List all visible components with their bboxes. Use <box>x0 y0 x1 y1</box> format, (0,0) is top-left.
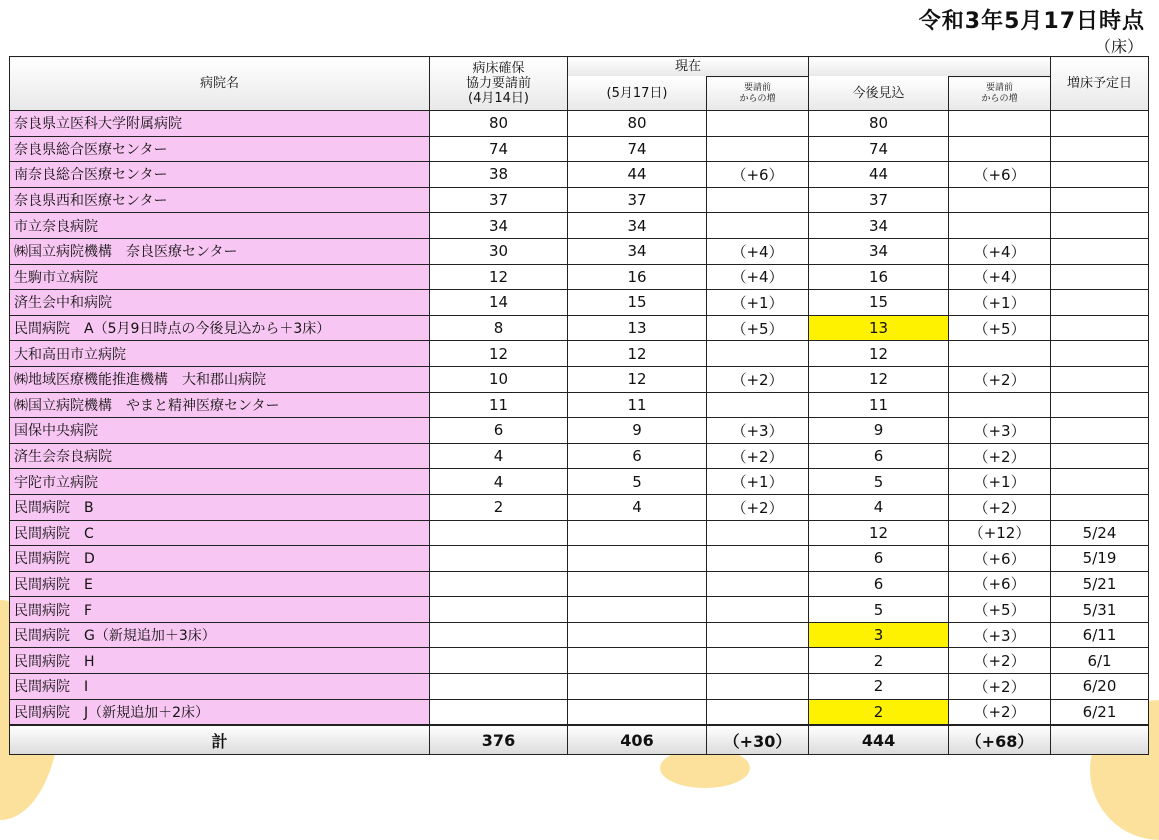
beds-before: 10 <box>430 366 568 392</box>
hospital-name: 奈良県西和医療センター <box>10 187 430 213</box>
beds-future: 5 <box>809 597 949 623</box>
beds-current-increase: （+6） <box>707 162 809 188</box>
table-row <box>10 674 1149 700</box>
total-date <box>1051 725 1149 755</box>
hospital-name: 済生会中和病院 <box>10 290 430 316</box>
table-row <box>10 443 1149 469</box>
beds-future-increase: （+2） <box>949 674 1051 700</box>
beds-current: 13 <box>568 315 707 341</box>
hospital-name: 民間病院 C <box>10 520 430 546</box>
col-header-before-line3: (4月14日) <box>468 91 529 106</box>
beds-current: 12 <box>568 341 707 367</box>
beds-future: 13 <box>809 315 949 341</box>
beds-future-increase <box>949 213 1051 239</box>
beds-current-increase: （+1） <box>707 290 809 316</box>
beds-before: 11 <box>430 392 568 418</box>
beds-current <box>568 622 707 648</box>
hospital-name: 民間病院 B <box>10 494 430 520</box>
hospital-name: 奈良県総合医療センター <box>10 136 430 162</box>
beds-current-increase <box>707 136 809 162</box>
unit-label: （床） <box>1094 37 1143 56</box>
table-row <box>10 290 1149 316</box>
expansion-date: 6/20 <box>1051 674 1149 700</box>
table-row <box>10 520 1149 546</box>
beds-before: 12 <box>430 264 568 290</box>
table-row <box>10 546 1149 572</box>
beds-current: 37 <box>568 187 707 213</box>
expansion-date <box>1051 136 1149 162</box>
beds-future-increase <box>949 341 1051 367</box>
beds-current: 74 <box>568 136 707 162</box>
expansion-date: 5/24 <box>1051 520 1149 546</box>
beds-before <box>430 648 568 674</box>
expansion-date <box>1051 290 1149 316</box>
hospital-name: 南奈良総合医療センター <box>10 162 430 188</box>
col-header-increase-line2: からの増 <box>739 93 776 104</box>
total-row <box>10 725 1149 755</box>
beds-before: 4 <box>430 443 568 469</box>
beds-future: 2 <box>809 648 949 674</box>
col-header-before <box>430 57 568 111</box>
beds-current: 80 <box>568 111 707 137</box>
table-row <box>10 648 1149 674</box>
total-current: 406 <box>568 725 707 755</box>
beds-future-increase: （+6） <box>949 162 1051 188</box>
beds-future-increase: （+2） <box>949 366 1051 392</box>
beds-current: 34 <box>568 213 707 239</box>
table-row <box>10 418 1149 444</box>
beds-future: 2 <box>809 699 949 725</box>
beds-current-increase <box>707 648 809 674</box>
expansion-date <box>1051 213 1149 239</box>
expansion-date: 5/19 <box>1051 546 1149 572</box>
expansion-date <box>1051 392 1149 418</box>
beds-current-increase: （+5） <box>707 315 809 341</box>
beds-current: 5 <box>568 469 707 495</box>
beds-current-increase <box>707 213 809 239</box>
beds-before <box>430 699 568 725</box>
beds-future: 3 <box>809 622 949 648</box>
expansion-date <box>1051 469 1149 495</box>
table-row <box>10 494 1149 520</box>
as-of-date: 令和3年5月17日時点 <box>918 9 1145 34</box>
beds-future-increase <box>949 187 1051 213</box>
table-row <box>10 469 1149 495</box>
expansion-date <box>1051 494 1149 520</box>
beds-future-increase: （+2） <box>949 699 1051 725</box>
table-row <box>10 699 1149 725</box>
beds-future-increase: （+3） <box>949 418 1051 444</box>
col-header-current-line1: 現在 <box>675 59 702 74</box>
beds-before: 37 <box>430 187 568 213</box>
beds-future: 12 <box>809 341 949 367</box>
col-header-increase-line1: 要請前 <box>744 82 772 93</box>
beds-current: 4 <box>568 494 707 520</box>
beds-future: 37 <box>809 187 949 213</box>
beds-future-increase: （+1） <box>949 469 1051 495</box>
col-header-future-increase-line2: からの増 <box>981 93 1018 104</box>
beds-before <box>430 674 568 700</box>
hospital-name: 済生会奈良病院 <box>10 443 430 469</box>
beds-future: 2 <box>809 674 949 700</box>
expansion-date: 5/31 <box>1051 597 1149 623</box>
expansion-date: 6/21 <box>1051 699 1149 725</box>
expansion-date <box>1051 443 1149 469</box>
beds-current: 15 <box>568 290 707 316</box>
beds-future: 12 <box>809 520 949 546</box>
beds-future: 11 <box>809 392 949 418</box>
beds-current: 16 <box>568 264 707 290</box>
expansion-date <box>1051 162 1149 188</box>
beds-current-increase: （+2） <box>707 366 809 392</box>
beds-current: 34 <box>568 238 707 264</box>
beds-before: 14 <box>430 290 568 316</box>
beds-future-increase: （+3） <box>949 622 1051 648</box>
beds-before <box>430 520 568 546</box>
beds-before: 4 <box>430 469 568 495</box>
beds-future-increase: （+1） <box>949 290 1051 316</box>
beds-before: 38 <box>430 162 568 188</box>
col-header-future: 今後見込 <box>809 77 949 111</box>
beds-future: 44 <box>809 162 949 188</box>
beds-current-increase <box>707 546 809 572</box>
beds-future-increase: （+2） <box>949 494 1051 520</box>
hospital-name: 市立奈良病院 <box>10 213 430 239</box>
expansion-date <box>1051 264 1149 290</box>
total-before: 376 <box>430 725 568 755</box>
beds-future: 6 <box>809 443 949 469</box>
beds-current-increase <box>707 699 809 725</box>
beds-current <box>568 699 707 725</box>
expansion-date <box>1051 315 1149 341</box>
beds-current-increase <box>707 341 809 367</box>
beds-current: 9 <box>568 418 707 444</box>
beds-current: 44 <box>568 162 707 188</box>
col-header-future-group <box>809 57 1051 77</box>
total-future: 444 <box>809 725 949 755</box>
expansion-date <box>1051 187 1149 213</box>
table-row <box>10 162 1149 188</box>
hospital-name: 民間病院 I <box>10 674 430 700</box>
table-row <box>10 622 1149 648</box>
table-row <box>10 111 1149 137</box>
table-row <box>10 366 1149 392</box>
beds-future-increase: （+5） <box>949 315 1051 341</box>
beds-current: 6 <box>568 443 707 469</box>
beds-future-increase <box>949 111 1051 137</box>
hospital-bed-table <box>9 56 1149 755</box>
beds-current <box>568 674 707 700</box>
beds-future: 6 <box>809 571 949 597</box>
col-header-hospital: 病院名 <box>10 57 430 111</box>
table-row <box>10 238 1149 264</box>
beds-current-increase <box>707 520 809 546</box>
beds-future-increase <box>949 392 1051 418</box>
hospital-name: 生駒市立病院 <box>10 264 430 290</box>
hospital-name: 民間病院 J（新規追加＋2床） <box>10 699 430 725</box>
beds-future: 16 <box>809 264 949 290</box>
beds-future-increase: （+4） <box>949 264 1051 290</box>
beds-before: 80 <box>430 111 568 137</box>
beds-future: 6 <box>809 546 949 572</box>
beds-future-increase: （+12） <box>949 520 1051 546</box>
beds-current: 12 <box>568 366 707 392</box>
beds-before: 8 <box>430 315 568 341</box>
beds-before: 2 <box>430 494 568 520</box>
beds-future: 9 <box>809 418 949 444</box>
hospital-name: 大和高田市立病院 <box>10 341 430 367</box>
col-header-date: 増床予定日 <box>1051 57 1149 111</box>
beds-current-increase <box>707 571 809 597</box>
expansion-date <box>1051 341 1149 367</box>
hospital-name: 民間病院 F <box>10 597 430 623</box>
beds-current-increase: （+3） <box>707 418 809 444</box>
beds-current-increase <box>707 674 809 700</box>
beds-before <box>430 597 568 623</box>
table-row <box>10 213 1149 239</box>
beds-current-increase: （+4） <box>707 264 809 290</box>
beds-future: 80 <box>809 111 949 137</box>
hospital-name: 宇陀市立病院 <box>10 469 430 495</box>
table-row <box>10 392 1149 418</box>
col-header-current <box>568 57 809 77</box>
beds-future-increase: （+2） <box>949 648 1051 674</box>
beds-current-increase <box>707 187 809 213</box>
hospital-name: 民間病院 E <box>10 571 430 597</box>
beds-current <box>568 648 707 674</box>
col-header-before-line1: 病床確保 <box>472 61 525 76</box>
table-row <box>10 264 1149 290</box>
beds-future: 34 <box>809 238 949 264</box>
beds-current-increase: （+4） <box>707 238 809 264</box>
beds-current-increase <box>707 597 809 623</box>
beds-future-increase: （+6） <box>949 571 1051 597</box>
beds-current-increase <box>707 392 809 418</box>
table-row <box>10 187 1149 213</box>
col-header-increase <box>707 77 809 111</box>
expansion-date <box>1051 238 1149 264</box>
expansion-date: 5/21 <box>1051 571 1149 597</box>
table-row <box>10 597 1149 623</box>
col-header-current-date: (5月17日) <box>568 77 707 111</box>
beds-before <box>430 571 568 597</box>
table-row <box>10 315 1149 341</box>
hospital-name: 民間病院 D <box>10 546 430 572</box>
hospital-name: 民間病院 H <box>10 648 430 674</box>
beds-current <box>568 546 707 572</box>
total-future-increase: （+68） <box>949 725 1051 755</box>
beds-future-increase: （+6） <box>949 546 1051 572</box>
beds-before: 12 <box>430 341 568 367</box>
expansion-date <box>1051 111 1149 137</box>
beds-current-increase: （+2） <box>707 443 809 469</box>
beds-before <box>430 546 568 572</box>
beds-future-increase: （+5） <box>949 597 1051 623</box>
expansion-date <box>1051 366 1149 392</box>
beds-future: 4 <box>809 494 949 520</box>
beds-future: 74 <box>809 136 949 162</box>
expansion-date: 6/11 <box>1051 622 1149 648</box>
col-header-future-increase <box>949 77 1051 111</box>
hospital-name: 民間病院 A（5月9日時点の今後見込から＋3床） <box>10 315 430 341</box>
beds-current <box>568 571 707 597</box>
beds-current-increase <box>707 111 809 137</box>
beds-before <box>430 622 568 648</box>
hospital-name: ㈱地域医療機能推進機構 大和郡山病院 <box>10 366 430 392</box>
hospital-name: ㈱国立病院機構 やまと精神医療センター <box>10 392 430 418</box>
beds-before: 74 <box>430 136 568 162</box>
expansion-date: 6/1 <box>1051 648 1149 674</box>
beds-before: 6 <box>430 418 568 444</box>
beds-future-increase: （+2） <box>949 443 1051 469</box>
beds-future-increase <box>949 136 1051 162</box>
table-row <box>10 341 1149 367</box>
beds-current: 11 <box>568 392 707 418</box>
beds-before: 34 <box>430 213 568 239</box>
beds-before: 30 <box>430 238 568 264</box>
total-increase: （+30） <box>707 725 809 755</box>
hospital-name: 民間病院 G（新規追加＋3床） <box>10 622 430 648</box>
expansion-date <box>1051 418 1149 444</box>
beds-current <box>568 597 707 623</box>
beds-current <box>568 520 707 546</box>
beds-future: 12 <box>809 366 949 392</box>
col-header-before-line2: 協力要請前 <box>465 76 531 91</box>
hospital-name: 奈良県立医科大学附属病院 <box>10 111 430 137</box>
total-label: 計 <box>10 725 430 755</box>
beds-future: 34 <box>809 213 949 239</box>
table-row <box>10 571 1149 597</box>
beds-future: 15 <box>809 290 949 316</box>
col-header-future-increase-line1: 要請前 <box>986 82 1014 93</box>
beds-current-increase: （+2） <box>707 494 809 520</box>
beds-current-increase: （+1） <box>707 469 809 495</box>
beds-future-increase: （+4） <box>949 238 1051 264</box>
hospital-name: 国保中央病院 <box>10 418 430 444</box>
beds-future: 5 <box>809 469 949 495</box>
beds-current-increase <box>707 622 809 648</box>
hospital-name: ㈱国立病院機構 奈良医療センター <box>10 238 430 264</box>
table-row <box>10 136 1149 162</box>
